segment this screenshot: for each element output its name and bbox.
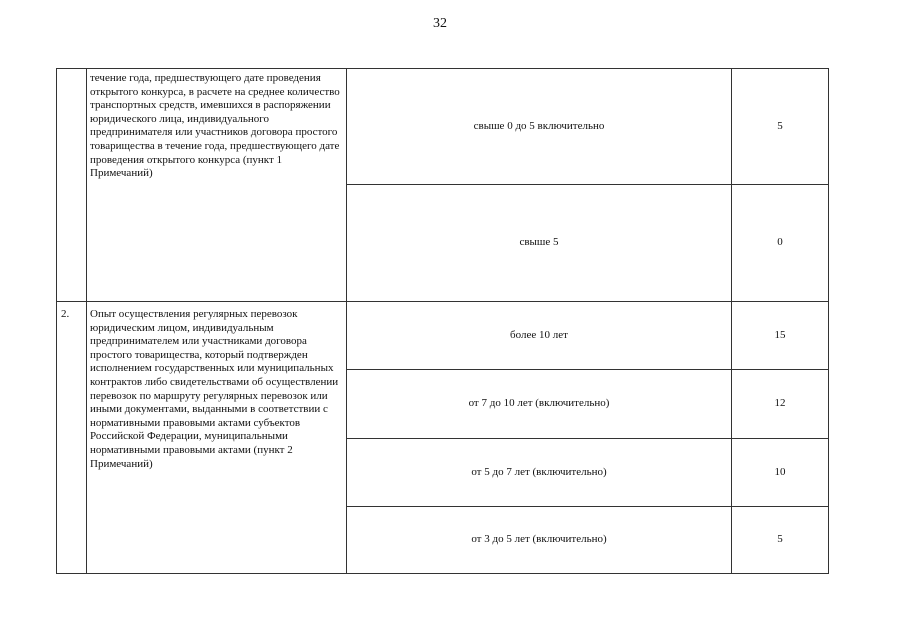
row-number (57, 69, 86, 75)
row-number-cell (57, 302, 87, 574)
criterion-description-cell (87, 69, 347, 302)
condition-cell: от 5 до 7 лет (включительно) (347, 439, 732, 507)
condition-cell: от 3 до 5 лет (включительно) (347, 507, 732, 574)
condition-cell: свыше 0 до 5 включительно (347, 69, 732, 185)
criteria-table (56, 68, 829, 574)
score-cell: 12 (732, 370, 829, 439)
row-number: 2. (61, 308, 70, 320)
condition-cell: от 7 до 10 лет (включительно) (347, 370, 732, 439)
score-cell: 5 (732, 507, 829, 574)
table-row (57, 302, 829, 370)
score-cell: 10 (732, 439, 829, 507)
table-row (57, 69, 829, 185)
row-number-cell (57, 69, 87, 302)
criterion-description-cell (87, 302, 347, 574)
page-number: 32 (433, 16, 447, 31)
criterion-description: Опыт осуществления регулярных перевозок юридическим лицом, индивидуальным предпринимателем или участниками договора простого товарищества, который подтвержден исполнением государственных или муниципальных контрактов либо свидетельствами об осуществлении перевозок по маршруту регулярных перевозок или иными документами, выданными в соответствии с нормативными правовыми актами субъектов Российской Федерации, муниципальными нормативными правовыми актами (пункт 2 Примечаний) (90, 308, 339, 470)
condition-cell: свыше 5 (347, 185, 732, 302)
score-cell: 5 (732, 69, 829, 185)
condition-cell: более 10 лет (347, 302, 732, 370)
criterion-description: течение года, предшествующего дате проведения открытого конкурса, в расчете на среднее количество транспортных средств, имевшихся в распоряжении юридического лица, индивидуального предпринимателя или участников договора простого товарищества в течение года, предшествующего дате проведения открытого конкурса (пункт 1 Примечаний) (90, 72, 340, 180)
score-cell: 15 (732, 302, 829, 370)
score-cell: 0 (732, 185, 829, 302)
